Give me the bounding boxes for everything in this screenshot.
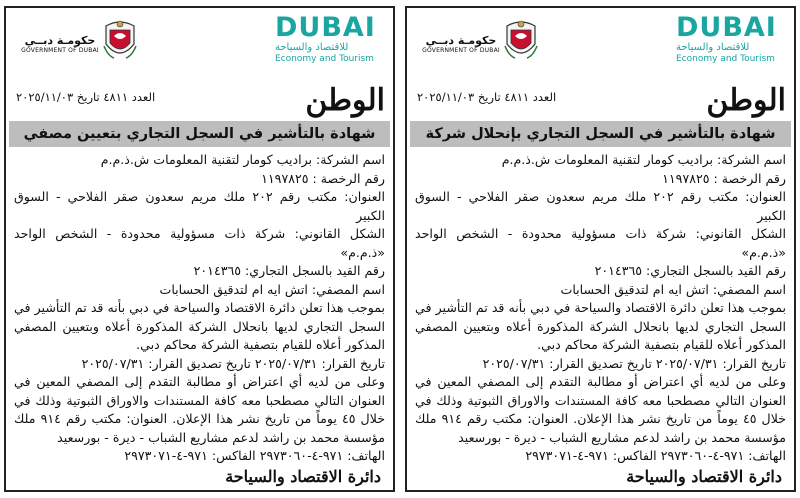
notice-body — [415, 151, 786, 466]
notice-header — [6, 8, 393, 118]
notice-liquidator-appointment — [4, 6, 395, 492]
issue-number-date: العدد ٤٨١١ تاريخ ٢٠٢٥/١١/٠٣ — [16, 90, 156, 104]
dubai-logo-arabic: للاقتصاد والسياحة — [676, 42, 750, 53]
license-number-line: رقم الرخصة : ١١٩٧٨٢٥ — [662, 170, 786, 186]
dubai-wordmark: DUBAI — [275, 12, 376, 43]
contact-line: الهاتف: ٩٧١-٤-٢٩٧٣٠٦٠ الفاكس: ٩٧١-٤-٢٩٧٣٠٧١ — [525, 448, 786, 463]
notice-company-dissolution — [405, 6, 796, 492]
gov-logo-arabic: حكومـة دبــي — [425, 34, 497, 47]
decision-date-line: تاريخ القرار: ٢٠٢٥/٠٧/٣١ تاريخ تصديق القرار: ٢٠٢٥/٠٧/٣١ — [81, 355, 385, 371]
dubai-logo-arabic: للاقتصاد والسياحة — [275, 42, 349, 53]
objection-paragraph: وعلى من لديه أي اعتراض أو مطالبة التقدم إلى المصفي المعين في العنوان التالي مصطحبا معه كافة المستندات والاوراق الثبوتية وذلك في خلال ٤٥ يوماً من تاريخ نشر هذا الإعلان. العنوان: مكتب رقم ٩١٤ ملك مؤسسة محمد بن راشد لدعم مشاريع الشباب - ديرة - بورسعيد — [415, 374, 786, 445]
dubai-emblem-icon — [102, 16, 138, 64]
issuing-department: دائرة الاقتصاد والسياحة — [225, 467, 381, 486]
notice-title: شهادة بالتأشير في السجل التجاري بإنحلال شركة — [410, 121, 791, 147]
notice-body — [14, 151, 385, 466]
dubai-emblem-icon — [503, 16, 539, 64]
contact-line: الهاتف: ٩٧١-٤-٢٩٧٣٠٦٠ الفاكس: ٩٧١-٤-٢٩٧٣٠٧١ — [124, 448, 385, 463]
gov-logo-arabic: حكومـة دبــي — [24, 34, 96, 47]
liquidator-name-line: اسم المصفي: اتش ايه ام لتدقيق الحسابات — [159, 281, 385, 297]
notice-header — [407, 8, 794, 118]
gov-logo-english: GOVERNMENT OF DUBAI — [422, 47, 500, 54]
liquidator-name-line: اسم المصفي: اتش ايه ام لتدقيق الحسابات — [560, 281, 786, 297]
dubai-wordmark: DUBAI — [676, 12, 777, 43]
decision-date-line: تاريخ القرار: ٢٠٢٥/٠٧/٣١ تاريخ تصديق القرار: ٢٠٢٥/٠٧/٣١ — [482, 355, 786, 371]
address-line: العنوان: مكتب رقم ٢٠٢ ملك مريم سعدون صقر الفلاحي - السوق الكبير — [14, 189, 385, 223]
announcement-paragraph: بموجب هذا تعلن دائرة الاقتصاد والسياحة في دبي بأنه قد تم التأشير في السجل التجاري لديها بانحلال الشركة المذكورة أعلاه وبتعيين المصفي المذكور أعلاه للقيام بتصفية الشركة محاكم دبي. — [415, 300, 786, 352]
dubai-economy-tourism-logo — [676, 14, 786, 65]
issue-number-date: العدد ٤٨١١ تاريخ ٢٠٢٥/١١/٠٣ — [417, 90, 557, 104]
gov-logo-english: GOVERNMENT OF DUBAI — [21, 47, 99, 54]
registration-number-line: رقم القيد بالسجل التجاري: ٢٠١٤٣٦٥ — [594, 263, 786, 278]
company-name-line: اسم الشركة: براديب كومار لتقنية المعلومات ش.ذ.م.م — [501, 152, 786, 167]
company-name-line: اسم الشركة: براديب كومار لتقنية المعلومات ش.ذ.م.م — [100, 152, 385, 167]
legal-form-line: الشكل القانوني: شركة ذات مسؤولية محدودة - الشخص الواحد «ذ.م.م» — [415, 226, 786, 260]
issuing-department: دائرة الاقتصاد والسياحة — [626, 467, 782, 486]
legal-form-line: الشكل القانوني: شركة ذات مسؤولية محدودة - الشخص الواحد «ذ.م.م» — [14, 226, 385, 260]
newspaper-masthead: الوطن — [305, 83, 385, 118]
registration-number-line: رقم القيد بالسجل التجاري: ٢٠١٤٣٦٥ — [193, 263, 385, 278]
license-number-line: رقم الرخصة : ١١٩٧٨٢٥ — [261, 170, 385, 186]
dubai-economy-tourism-logo — [275, 14, 385, 65]
notice-title: شهادة بالتأشير في السجل التجاري بتعيين مصفي — [9, 121, 390, 147]
newspaper-masthead: الوطن — [706, 83, 786, 118]
address-line: العنوان: مكتب رقم ٢٠٢ ملك مريم سعدون صقر الفلاحي - السوق الكبير — [415, 189, 786, 223]
dubai-logo-english: Economy and Tourism — [275, 54, 374, 64]
dubai-logo-english: Economy and Tourism — [676, 54, 775, 64]
announcement-paragraph: بموجب هذا تعلن دائرة الاقتصاد والسياحة في دبي بأنه قد تم التأشير في السجل التجاري لديها بانحلال الشركة المذكورة أعلاه وبتعيين المصفي المذكور أعلاه للقيام بتصفية الشركة محاكم دبي. — [14, 300, 385, 352]
objection-paragraph: وعلى من لديه أي اعتراض أو مطالبة التقدم إلى المصفي المعين في العنوان التالي مصطحبا معه كافة المستندات والاوراق الثبوتية وذلك في خلال ٤٥ يوماً من تاريخ نشر هذا الإعلان. العنوان: مكتب رقم ٩١٤ ملك مؤسسة محمد بن راشد لدعم مشاريع الشباب - ديرة - بورسعيد — [14, 374, 385, 445]
